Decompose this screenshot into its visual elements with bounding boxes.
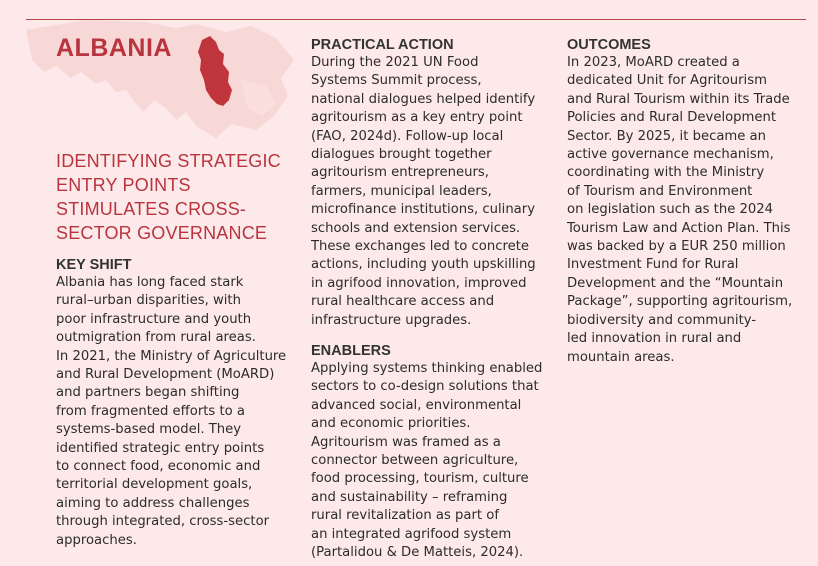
key-shift-text: Albania has long faced stark rural–urban disparities, with poor infrastructure and youth outmigration from rural areas. In 2021, the Ministry of Agriculture and Rural Development (MoARD) and partners began shifting from fragmented efforts to a systems-based model. They identified strategic entry points to connect food, economic and territorial development goals, aiming to address challenges through integrated, cross-sector approaches. [56,275,287,548]
outcomes-section [567,36,807,367]
enablers-section [311,342,556,562]
practical-action-section [311,36,556,330]
practical-action-heading: PRACTICAL ACTION [311,37,454,53]
key-shift-section [56,256,296,550]
enablers-heading: ENABLERS [311,343,391,359]
page-headline: IDENTIFYING STRATEGIC ENTRY POINTS STIMULATES CROSS-SECTOR GOVERNANCE [56,151,281,243]
outcomes-text: In 2023, MoARD created a dedicated Unit for Agritourism and Rural Tourism within its Trade Policies and Rural Development Sector. By 2025, it became an active governance mechanism, coordinating with the Ministry of Tourism and Environment on legislation such as the 2024 Tourism Law and Action Plan. This was backed by a EUR 250 million Investment Fund for Rural Development and the “Mountain Package”, supporting agritourism, biodiversity and community- led innovation in rural and mountain areas. [567,55,793,365]
enablers-text: Applying systems thinking enabled sectors to co-design solutions that advanced social, environmental and economic priorities. Agritourism was framed as a connector between agriculture, food processing, tourism, culture and sustainability – reframing rural revitalization as part of an integrated agrifood system (Partalidou & De Matteis, 2024). [311,361,543,561]
outcomes-heading: OUTCOMES [567,37,651,53]
key-shift-heading: KEY SHIFT [56,257,132,273]
country-title: ALBANIA [56,34,172,62]
practical-action-text: During the 2021 UN Food Systems Summit process, national dialogues helped identify agritourism as a key entry point (FAO, 2024d). Follow-up local dialogues brought together agritourism entrepreneurs, farmers, municipal leaders, microfinance institutions, culinary schools and extension services. These exchanges led to concrete actions, including youth upskilling in agrifood innovation, improved rural healthcare access and infrastructure upgrades. [311,55,536,328]
